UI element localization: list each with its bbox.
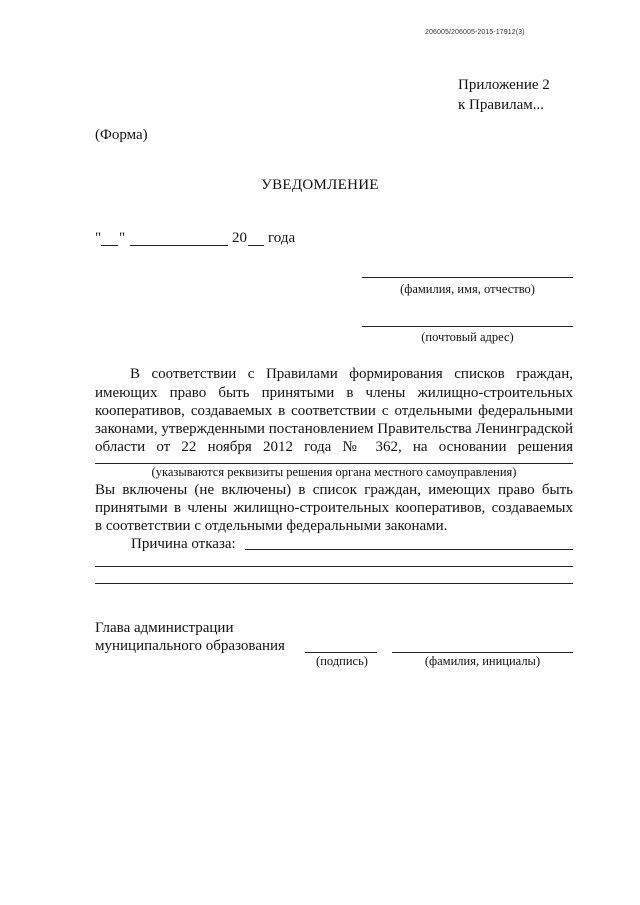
refusal-blank-line [245,549,573,550]
recipient-address-caption: (почтовый адрес) [421,330,514,344]
recipient-name-line [362,277,573,278]
document-title: УВЕДОМЛЕНИЕ [261,177,379,193]
paragraph-line: имеющих право быть принятыми в члены жилищно-строительных [95,385,573,401]
date-quote-open: " [95,230,102,246]
recipient-name-caption: (фамилия, имя, отчество) [400,282,535,296]
year-blank [248,245,264,246]
recipient-address-line [362,326,573,327]
paragraph-line: законами, утвержденными постановлением Правительства Ленинградской [95,421,573,437]
result-line: Вы включены (не включены) в список граждан, имеющих право быть [95,482,573,498]
appendix-subtitle: к Правилам... [458,97,545,113]
decision-caption: (указываются реквизиты решения органа местного самоуправления) [151,465,517,479]
result-line: принятыми в члены жилищно-строительных кооперативов, создаваемых [95,500,573,516]
signature-caption: (подпись) [316,654,368,668]
year-prefix: 20 [232,230,247,246]
result-line: в соответствии с отдельными федеральными законами. [95,518,448,534]
signer-organization: муниципального образования [95,638,285,654]
refusal-blank-line [95,566,573,567]
refusal-label: Причина отказа: [131,536,236,552]
appendix-title: Приложение 2 [458,77,550,93]
date-quote-close: " [119,230,126,246]
signer-name-caption: (фамилия, инициалы) [424,654,541,668]
year-suffix: года [268,230,296,246]
month-blank [130,245,228,246]
form-label: (Форма) [95,127,148,143]
refusal-blank-line [95,583,573,584]
paragraph-line: кооперативов, создаваемых в соответствии с отдельными федеральными [95,403,573,419]
day-blank [101,245,118,246]
paragraph-line: области от 22 ноября 2012 года № 362, на основании решения [95,439,573,455]
paragraph-line: В соответствии с Правилами формирования списков граждан, [130,366,573,382]
signer-position: Глава администрации [95,620,234,636]
document-code: 206005/206005-2015-17912(3) [425,29,525,36]
